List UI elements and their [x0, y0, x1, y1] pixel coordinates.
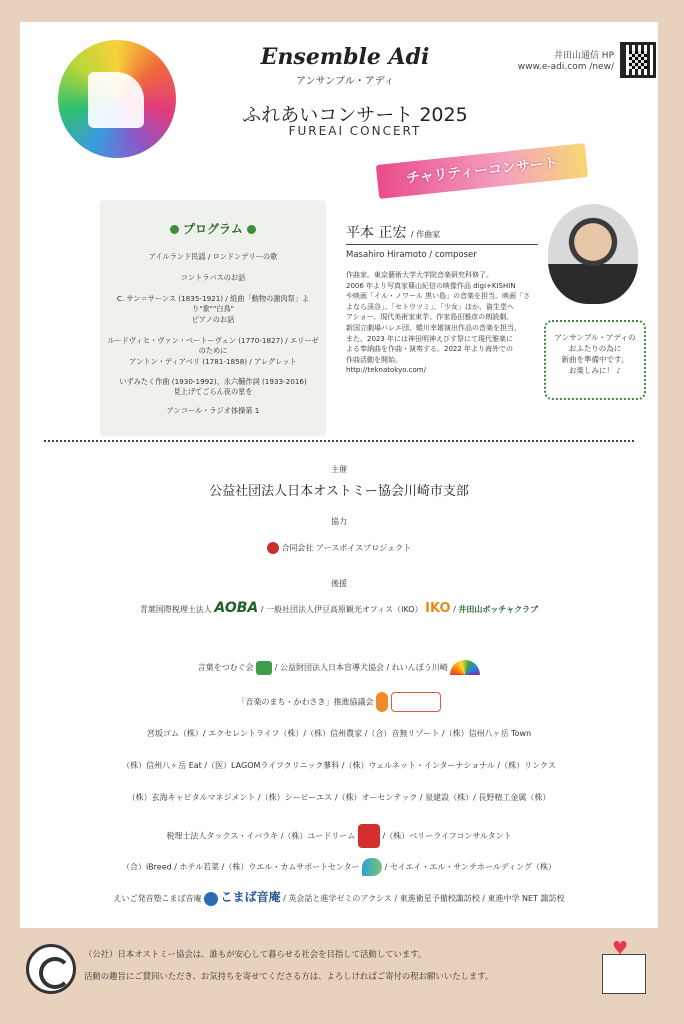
support-row: （合）iBreed / ホテル若菜 /（株）ウエル・カムサポートセンター / セイエイ・エル・サンテホールディング（株） — [20, 858, 658, 876]
program-item: ルードヴィヒ・ヴァン・ベートーヴェン (1770-1827) / エリーゼのために — [107, 336, 319, 355]
music-city-logo-icon — [376, 692, 388, 712]
ensemble-kana: アンサンブル・アディ — [296, 76, 394, 87]
host-org: 公益社団法人日本オストミー協会川崎市支部 — [209, 484, 469, 499]
section-divider — [44, 440, 634, 442]
concert-title-en: FUREAI CONCERT — [288, 124, 422, 138]
komaba-logo: こまば音庵 — [220, 890, 281, 904]
donation-box-icon: ♥ — [598, 936, 650, 996]
program-item: C. サン＝サーンス (1835-1921) / 組曲「動物の謝肉祭」より"象""白鳥" — [116, 294, 310, 313]
composer-url[interactable]: http://teknatokyo.com/ — [346, 366, 426, 375]
composer-name: 平本 正宏 / 作曲家 — [346, 225, 441, 241]
welcome-heart-icon — [362, 858, 382, 876]
iko-logo: IKO — [425, 601, 451, 616]
qr-code-icon[interactable] — [620, 42, 656, 78]
support-row: 言葉をつむぐ会 / 公益財団法人日本盲導犬協会 / れいんぼう川崎 — [20, 660, 658, 675]
support-row: 「音楽のまち・かわさき」推進協議会 — [20, 692, 658, 712]
support-row: えいご発音塾こまば音庵 こまば音庵 / 英会話と進学ゼミのアクシス / 東進衛星予備校諏訪校 / 東進中学 NET 諏訪校 — [113, 890, 565, 904]
kotoba-logo-icon — [256, 661, 272, 675]
support-row: 青葉国際税理士法人 AOBA / 一般社団法人伊豆高原観光オフィス（IKO） IKO / 井田山ボッチャクラブ — [139, 600, 539, 616]
footer-line-2: 活動の趣旨にご賛同いただき、お気持ちを寄せてくださる方は、よろしければご寄付の程お願いいたします。 — [84, 971, 494, 981]
ostomy-association-emblem — [26, 944, 76, 994]
udream-logo-icon — [358, 824, 380, 848]
concert-title: ふれあいコンサート 2025 — [242, 104, 468, 126]
rainbow-icon — [450, 660, 480, 675]
boccia-club-logo: 井田山ボッチャクラブ — [458, 605, 539, 614]
program-item: アイルランド民謡 / ロンドンデリーの歌 — [148, 252, 278, 261]
coop-org: 合同会社 アースボイスプロジェクト — [20, 542, 658, 554]
composer-bio: 作曲家。東京藝術大学大学院音楽研究科修了。 2006 年より写真家篠山紀信の映像作品 digi+KISHIN や映画「イル・ノワール 黒い島」の音楽を担当。映画「さ よなら渓谷」、「セトウツミ」、「少女」ほか、資生堂ヘ アショー、現代美術家束芋、作家島田雅彦の朗読劇、 新国立劇場バレエ団、蜷川幸雄演出作品の音楽を担当。 また、2023 年には神田明神えびす祭にて現代雅楽に よる奉納曲を作曲・演奏する。2022 年より海外での 作曲活動を開始。 http://teknatokyo.com/ — [346, 270, 542, 376]
aoba-logo: AOBA — [214, 600, 259, 616]
support-label: 後援 — [331, 579, 347, 588]
support-row: 宮坂ゴム（株）/ エクセレントライフ（株）/（株）信州農家 /（合）音無リゾート /（株）信州八ヶ岳 Town — [146, 729, 532, 738]
flyer-sheet — [20, 22, 658, 928]
ensemble-logo — [58, 40, 176, 158]
hp-label: 井田山通信 HP — [553, 51, 614, 61]
stamp-logo-icon — [391, 692, 441, 712]
program-heading: プログラム — [100, 220, 326, 237]
footer-line-1: （公社）日本オストミー協会は、誰もが安心して暮らせる社会を目指して活動しています。 — [84, 949, 427, 959]
leaf-icon — [170, 225, 179, 234]
new-song-note: アンサンブル・アディの おふたりの為に 新曲を準備中です。 お楽しみに！ ♪ — [544, 320, 646, 400]
program-item: 見上げてごらん夜の星を — [173, 387, 253, 396]
host-label: 主催 — [331, 465, 347, 474]
program-item: ピアノのお話 — [191, 315, 235, 324]
ensemble-name: Ensemble Adi — [260, 44, 430, 70]
earth-voice-logo-icon — [267, 542, 279, 554]
music-note-icon: ♪ — [616, 366, 622, 375]
hp-url[interactable]: www.e-adi.com /new/ — [517, 62, 614, 72]
composer-photo — [548, 204, 638, 304]
komaba-logo-icon — [204, 892, 218, 906]
composer-name-roman: Masahiro Hiramoto / composer — [346, 250, 477, 260]
program-item: アンコール・ラジオ体操第 1 — [166, 406, 260, 415]
program-box — [100, 200, 326, 436]
program-item: アントン・ディアベリ (1781-1858) / アレグレット — [129, 357, 297, 366]
program-item: いずみたく作曲 (1930-1992)、永六輔作詞 (1933-2016) — [119, 377, 307, 386]
support-row: （株）玄海キャピタルマネジメント /（株）シーピーエス /（株）オーセンテック / 泉建設（株）/ 長野精工金属（株） — [127, 793, 551, 802]
support-row: 税理士法人タックス・イバラキ /（株）ユードリーム /（株）ベリーライフコンサルタント — [20, 824, 658, 848]
program-item: コントラバスのお話 — [180, 273, 246, 282]
leaf-icon — [247, 225, 256, 234]
charity-banner: チャリティーコンサート — [376, 143, 588, 199]
composer-divider — [346, 244, 538, 245]
support-row: （株）信州八ヶ岳 Eat /（医）LAGOMライフクリニック蓼科 /（株）ウェルネット・インターナショナル /（株）リンクス — [122, 761, 556, 770]
coop-label: 協力 — [331, 517, 347, 526]
